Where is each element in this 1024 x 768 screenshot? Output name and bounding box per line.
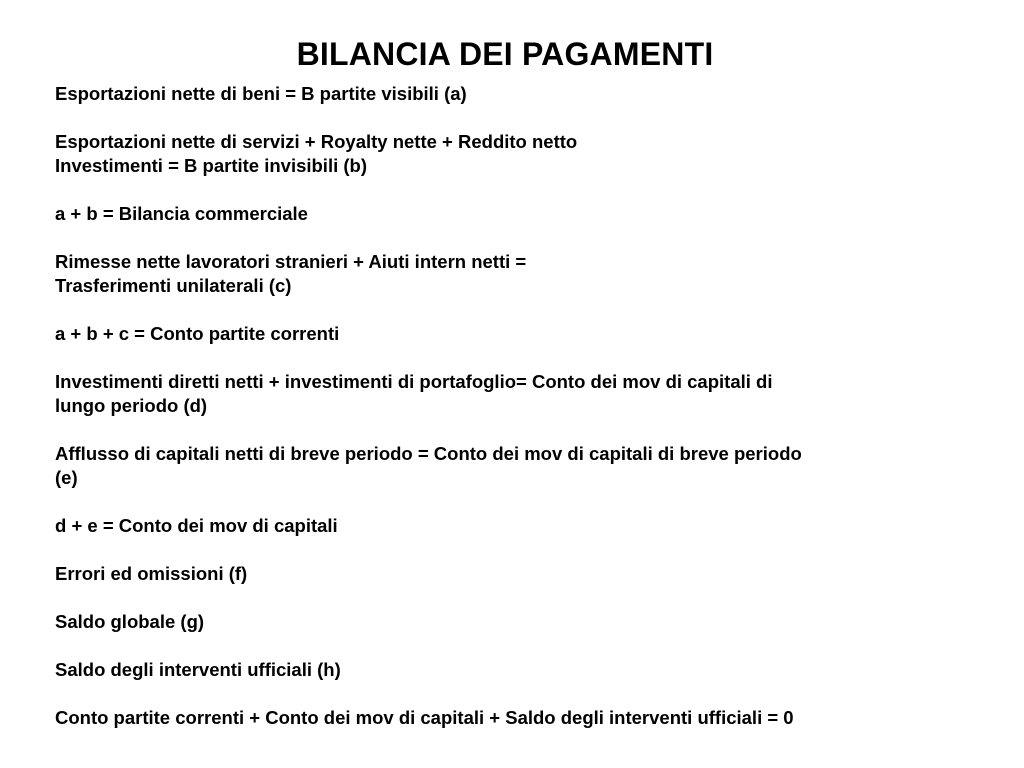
- text-line: Saldo degli interventi ufficiali (h): [55, 659, 341, 680]
- text-line: a + b = Bilancia commerciale: [55, 203, 308, 224]
- blank-line: [55, 682, 995, 706]
- blank-line: [55, 346, 995, 370]
- blank-line: [55, 106, 995, 130]
- blank-line: [55, 178, 995, 202]
- blank-line: [55, 226, 995, 250]
- blank-line: [55, 538, 995, 562]
- text-line: Saldo globale (g): [55, 611, 205, 632]
- text-line: Conto partite correnti + Conto dei mov di capitali + Saldo degli interventi ufficiali = 0: [55, 707, 794, 728]
- text-line: Rimesse nette lavoratori stranieri + Aiuti intern netti =: [55, 251, 527, 272]
- blank-line: [55, 634, 995, 658]
- blank-line: [55, 490, 995, 514]
- text-line: d + e = Conto dei mov di capitali: [55, 515, 338, 536]
- slide-content: [55, 82, 995, 730]
- text-line: Afflusso di capitali netti di breve periodo = Conto dei mov di capitali di breve periodo: [55, 443, 802, 464]
- text-line: (e): [55, 467, 78, 488]
- text-line: Investimenti diretti netti + investimenti di portafoglio= Conto dei mov di capitali di: [55, 371, 773, 392]
- text-line: Esportazioni nette di beni = B partite visibili (a): [55, 83, 467, 104]
- text-line: Esportazioni nette di servizi + Royalty nette + Reddito netto: [55, 131, 578, 152]
- slide-title: BILANCIA DEI PAGAMENTI: [296, 36, 714, 72]
- text-line: Investimenti = B partite invisibili (b): [55, 155, 367, 176]
- blank-line: [55, 586, 995, 610]
- text-line: a + b + c = Conto partite correnti: [55, 323, 340, 344]
- text-line: Trasferimenti unilaterali (c): [55, 275, 292, 296]
- text-line: Errori ed omissioni (f): [55, 563, 248, 584]
- blank-line: [55, 298, 995, 322]
- blank-line: [55, 418, 995, 442]
- text-line: lungo periodo (d): [55, 395, 208, 416]
